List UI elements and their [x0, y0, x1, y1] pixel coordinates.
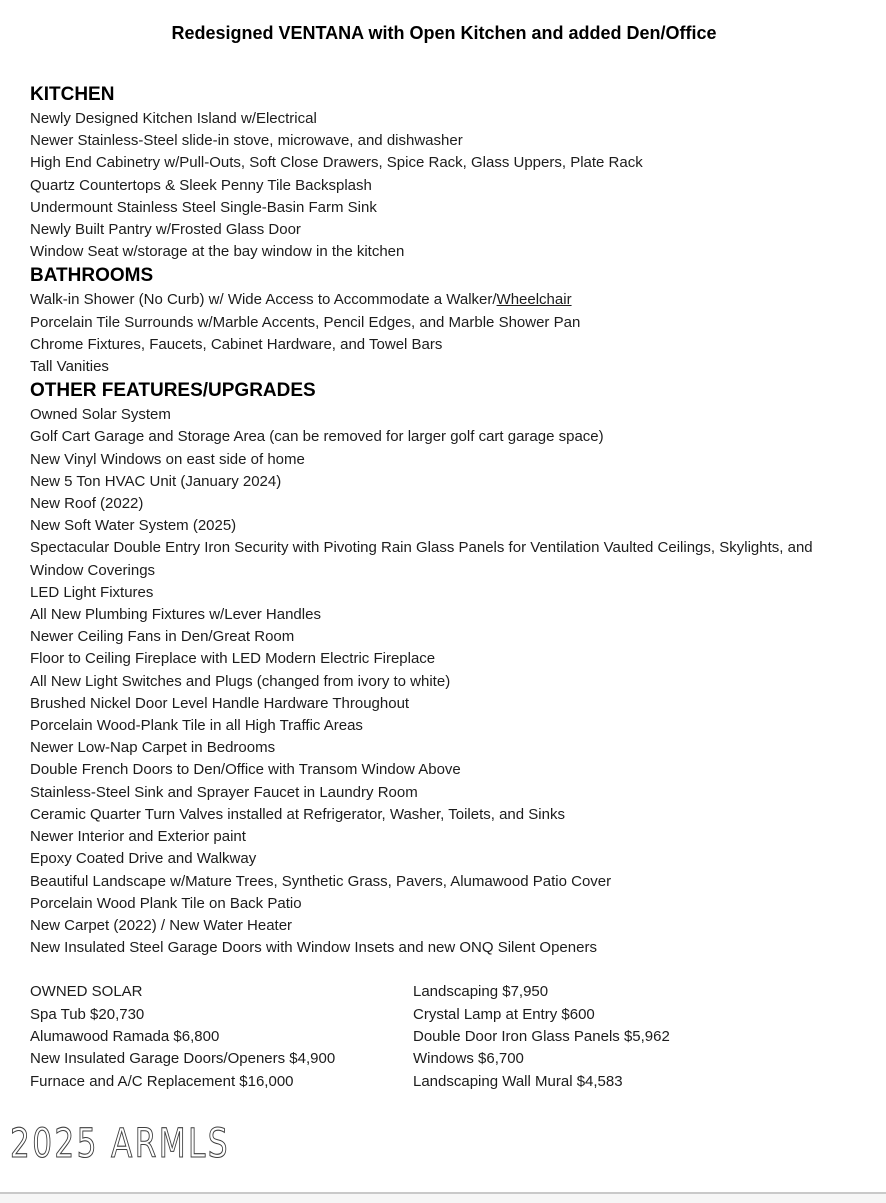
cost-item: Crystal Lamp at Entry $600: [413, 1005, 595, 1023]
feature-item: Brushed Nickel Door Level Handle Hardware Throughout: [30, 694, 410, 712]
feature-item: New Roof (2022): [30, 495, 144, 513]
cost-column-left: [30, 981, 413, 1092]
cost-item: OWNED SOLAR: [30, 983, 143, 1001]
feature-item: Newly Built Pantry w/Frosted Glass Door: [30, 221, 301, 239]
cost-item: Landscaping $7,950: [413, 983, 549, 1001]
feature-item: New Soft Water System (2025): [30, 517, 237, 535]
feature-item: [30, 289, 825, 311]
feature-item: Epoxy Coated Drive and Walkway: [30, 850, 257, 868]
feature-item: Owned Solar System: [30, 406, 171, 424]
feature-item: Stainless-Steel Sink and Sprayer Faucet in Laundry Room: [30, 783, 418, 801]
feature-item-underlined-text: Wheelchair: [496, 291, 572, 309]
cost-item: Alumawood Ramada $6,800: [30, 1027, 220, 1045]
feature-item: Newer Interior and Exterior paint: [30, 828, 246, 846]
feature-item: New Vinyl Windows on east side of home: [30, 450, 305, 468]
feature-item: Undermount Stainless Steel Single-Basin Farm Sink: [30, 198, 377, 216]
armls-watermark: 2025 ARMLS: [10, 1121, 230, 1167]
feature-item: Ceramic Quarter Turn Valves installed at Refrigerator, Washer, Toilets, and Sinks: [30, 805, 565, 823]
cost-item: Double Door Iron Glass Panels $5,962: [413, 1027, 670, 1045]
feature-item: Newer Stainless-Steel slide-in stove, microwave, and dishwasher: [30, 132, 463, 150]
feature-item: Tall Vanities: [30, 358, 109, 376]
feature-item: New Insulated Steel Garage Doors with Window Insets and new ONQ Silent Openers: [30, 939, 597, 957]
page-title: Redesigned VENTANA with Open Kitchen and added Den/Office: [171, 23, 717, 43]
feature-item: Beautiful Landscape w/Mature Trees, Synthetic Grass, Pavers, Alumawood Patio Cover: [30, 872, 612, 890]
feature-item: Newly Designed Kitchen Island w/Electrical: [30, 110, 317, 127]
section-heading: BATHROOMS: [30, 265, 154, 287]
cost-item: New Insulated Garage Doors/Openers $4,900: [30, 1050, 336, 1068]
feature-item-text: Walk-in Shower (No Curb) w/ Wide Access to Accommodate a Walker/: [30, 291, 497, 309]
section-heading: KITCHEN: [30, 84, 115, 105]
feature-item: New Carpet (2022) / New Water Heater: [30, 916, 293, 934]
feature-item: Double French Doors to Den/Office with Transom Window Above: [30, 761, 461, 779]
cost-item: Furnace and A/C Replacement $16,000: [30, 1072, 294, 1090]
feature-item: Newer Ceiling Fans in Den/Great Room: [30, 628, 295, 646]
feature-item: New 5 Ton HVAC Unit (January 2024): [30, 472, 282, 490]
feature-sections: [30, 82, 858, 959]
cost-summary: [30, 981, 858, 1092]
cost-item: Windows $6,700: [413, 1050, 524, 1068]
feature-item: LED Light Fixtures: [30, 583, 154, 601]
feature-item: Porcelain Tile Surrounds w/Marble Accents, Pencil Edges, and Marble Shower Pan: [30, 313, 581, 331]
horizontal-scrollbar[interactable]: [0, 1192, 886, 1203]
feature-item: Window Seat w/storage at the bay window in the kitchen: [30, 243, 405, 261]
feature-item: Quartz Countertops & Sleek Penny Tile Backsplash: [30, 176, 372, 194]
cost-item: Spa Tub $20,730: [30, 1005, 145, 1023]
feature-item: High End Cabinetry w/Pull-Outs, Soft Close Drawers, Spice Rack, Glass Uppers, Plate Rack: [30, 154, 643, 172]
feature-item: Porcelain Wood Plank Tile on Back Patio: [30, 894, 302, 912]
feature-item: Chrome Fixtures, Faucets, Cabinet Hardware, and Towel Bars: [30, 335, 443, 353]
feature-item: Floor to Ceiling Fireplace with LED Modern Electric Fireplace: [30, 650, 436, 668]
feature-item: All New Plumbing Fixtures w/Lever Handles: [30, 606, 321, 624]
feature-item: All New Light Switches and Plugs (changed from ivory to white): [30, 672, 451, 690]
cost-item: Landscaping Wall Mural $4,583: [413, 1072, 623, 1090]
section-heading: OTHER FEATURES/UPGRADES: [30, 380, 316, 402]
cost-column-right: [413, 981, 858, 1092]
feature-item: Golf Cart Garage and Storage Area (can be removed for larger golf cart garage space): [30, 428, 604, 446]
feature-item: Porcelain Wood-Plank Tile in all High Traffic Areas: [30, 717, 363, 735]
feature-item: Spectacular Double Entry Iron Security with Pivoting Rain Glass Panels for Ventilation Vaulted Ceilings, Skylights, and Window Coverings: [30, 539, 813, 579]
feature-item: Newer Low-Nap Carpet in Bedrooms: [30, 739, 276, 757]
